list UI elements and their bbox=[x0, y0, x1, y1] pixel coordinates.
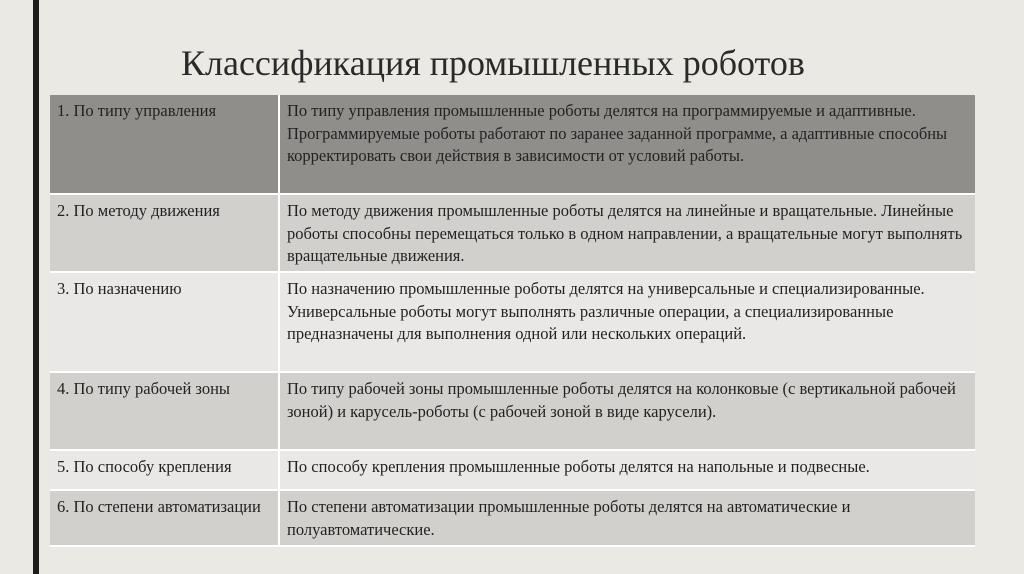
table-row bbox=[50, 450, 975, 490]
criterion-cell: 6. По степени автоматизации bbox=[50, 490, 279, 546]
table-row bbox=[50, 95, 975, 194]
description-cell: По степени автоматизации промышленные роботы делятся на автоматические и полуавтоматические. bbox=[279, 490, 975, 546]
criterion-cell: 2. По методу движения bbox=[50, 194, 279, 272]
criterion-cell: 3. По назначению bbox=[50, 272, 279, 372]
description-cell: По способу крепления промышленные роботы делятся на напольные и подвесные. bbox=[279, 450, 975, 490]
description-cell: По типу управления промышленные роботы делятся на программируемые и адаптивные. Программируемые роботы работают по заранее заданной программе, а адаптивные способны корректировать свои действия в зависимости от условий работы. bbox=[279, 95, 975, 194]
criterion-cell: 1. По типу управления bbox=[50, 95, 279, 194]
slide-title: Классификация промышленных роботов bbox=[181, 43, 805, 83]
classification-table bbox=[50, 95, 975, 547]
criterion-cell: 4. По типу рабочей зоны bbox=[50, 372, 279, 450]
description-cell: По методу движения промышленные роботы делятся на линейные и вращательные. Линейные роботы способны перемещаться только в одном направлении, а вращательные могут выполнять вращательные движения. bbox=[279, 194, 975, 272]
table-row bbox=[50, 372, 975, 450]
description-cell: По назначению промышленные роботы делятся на универсальные и специализированные. Универсальные роботы могут выполнять различные операции, а специализированные предназначены для выполнения одной или нескольких операций. bbox=[279, 272, 975, 372]
table-row bbox=[50, 490, 975, 546]
accent-bar bbox=[33, 0, 39, 574]
table-row bbox=[50, 194, 975, 272]
description-cell: По типу рабочей зоны промышленные роботы делятся на колонковые (с вертикальной рабочей зоной) и карусель-роботы (с рабочей зоной в виде карусели). bbox=[279, 372, 975, 450]
criterion-cell: 5. По способу крепления bbox=[50, 450, 279, 490]
table-row bbox=[50, 272, 975, 372]
